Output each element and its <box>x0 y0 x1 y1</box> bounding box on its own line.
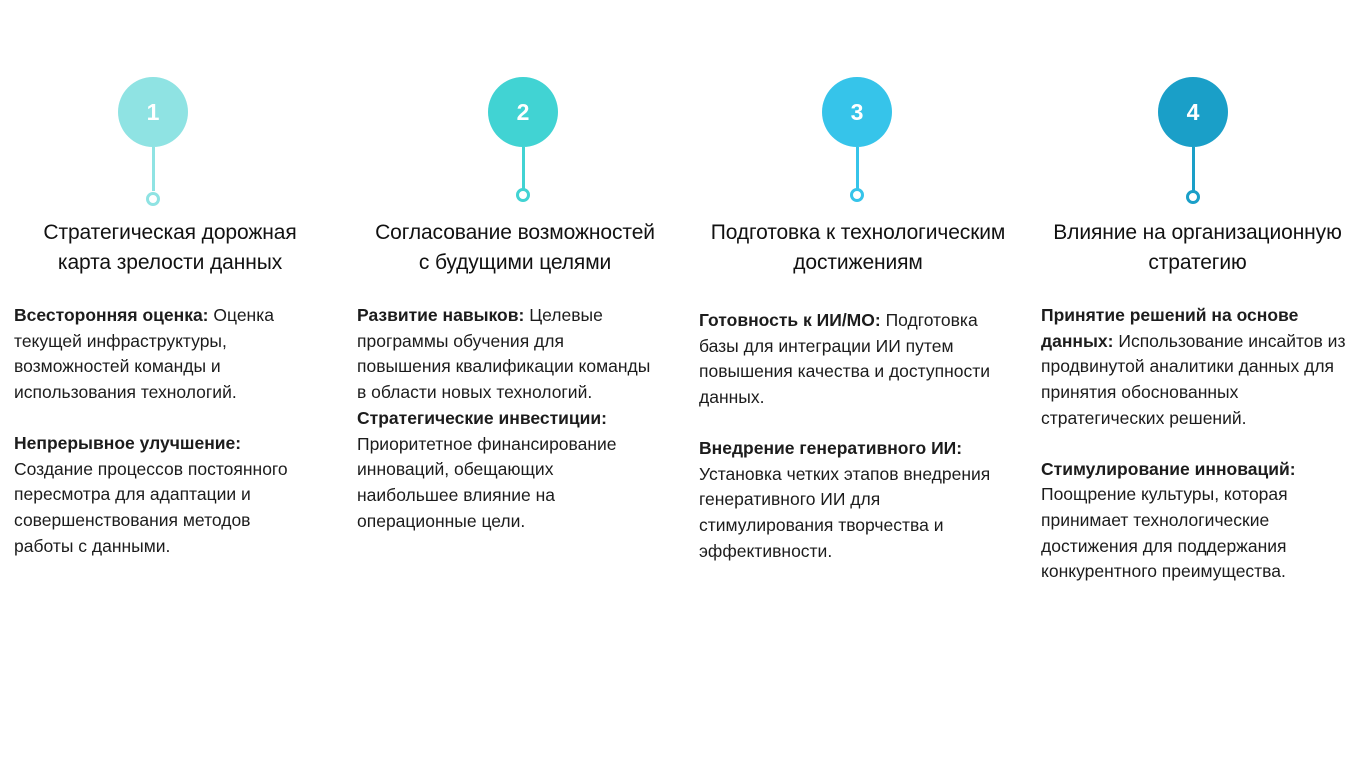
paragraph-text: Подготовка базы для интеграции ИИ путем повышения качества и доступности данных. <box>699 310 991 408</box>
step-connector-line <box>1192 147 1195 191</box>
step-number-badge <box>1158 77 1228 147</box>
step-description <box>699 308 1004 564</box>
description-paragraph <box>1041 457 1351 586</box>
step-connector-dot <box>516 188 530 202</box>
paragraph-text: Установка четких этапов внедрения генеративного ИИ для стимулирования творчества и эффективности. <box>699 463 991 561</box>
paragraph-label: Готовность к ИИ/МО: <box>699 310 881 330</box>
step-connector-dot <box>1186 190 1200 204</box>
step-title <box>688 218 1028 278</box>
step-column-4 <box>1030 0 1365 768</box>
description-paragraph <box>699 436 1004 565</box>
paragraph-text: Создание процессов постоянного пересмотра для адаптации и совершенствования методов работы с данными. <box>14 458 288 556</box>
step-connector-line <box>522 147 525 190</box>
step-description <box>357 303 652 534</box>
step-title-line: стратегию <box>1148 251 1247 274</box>
paragraph-text: Поощрение культуры, которая принимает технологические достижения для поддержания конкурентного преимущества. <box>1041 484 1288 582</box>
step-number: 1 <box>146 98 160 125</box>
paragraph-text: Использование инсайтов из продвинутой аналитики данных для принятия обоснованных стратегических решений. <box>1041 330 1346 428</box>
step-title-line: с будущими целями <box>418 251 612 274</box>
step-number: 2 <box>516 98 530 125</box>
step-title-line: Подготовка к технологическим <box>710 221 1006 244</box>
step-column-2 <box>345 0 675 768</box>
step-number-badge <box>488 77 558 147</box>
step-number-badge <box>118 77 188 147</box>
step-title-line: Влияние на организационную <box>1053 221 1342 244</box>
step-title-line: Стратегическая дорожная <box>43 221 297 244</box>
step-connector-dot <box>146 192 160 206</box>
step-number-badge <box>822 77 892 147</box>
step-title <box>345 218 685 278</box>
description-paragraph <box>1041 303 1351 432</box>
description-paragraph <box>357 303 652 406</box>
paragraph-label: Развитие навыков: <box>357 305 525 325</box>
step-title-line: Согласование возможностей <box>375 221 655 244</box>
step-title-line: достижениям <box>793 251 923 274</box>
paragraph-label: Внедрение генеративного ИИ: <box>699 437 963 458</box>
step-title <box>1030 218 1365 278</box>
step-connector-line <box>152 147 155 191</box>
paragraph-label: Стимулирование инноваций: <box>1041 458 1296 479</box>
paragraph-label: Стратегические инвестиции: <box>357 407 608 428</box>
step-description <box>14 303 314 559</box>
step-column-3 <box>688 0 1028 768</box>
step-connector-line <box>856 147 859 189</box>
step-description <box>1041 303 1351 585</box>
step-connector-dot <box>850 188 864 202</box>
step-title <box>0 218 340 278</box>
paragraph-text: Приоритетное финансирование инноваций, обещающих наибольшее влияние на операционные цели. <box>357 433 617 531</box>
paragraph-label: Непрерывное улучшение: <box>14 432 242 453</box>
step-column-1 <box>0 0 330 768</box>
step-number: 3 <box>850 98 864 125</box>
paragraph-label: Принятие решений на основе данных: <box>1041 305 1299 351</box>
description-paragraph <box>14 431 314 560</box>
description-paragraph <box>357 406 652 535</box>
step-title-line: карта зрелости данных <box>57 251 283 274</box>
description-paragraph <box>14 303 314 406</box>
description-paragraph <box>699 308 1004 411</box>
step-number: 4 <box>1186 98 1200 125</box>
paragraph-label: Всесторонняя оценка: <box>14 305 209 325</box>
paragraph-text: Оценка текущей инфраструктуры, возможностей команды и использования технологий. <box>14 305 274 403</box>
paragraph-text: Целевые программы обучения для повышения квалификации команды в области новых технологий. <box>357 305 651 403</box>
